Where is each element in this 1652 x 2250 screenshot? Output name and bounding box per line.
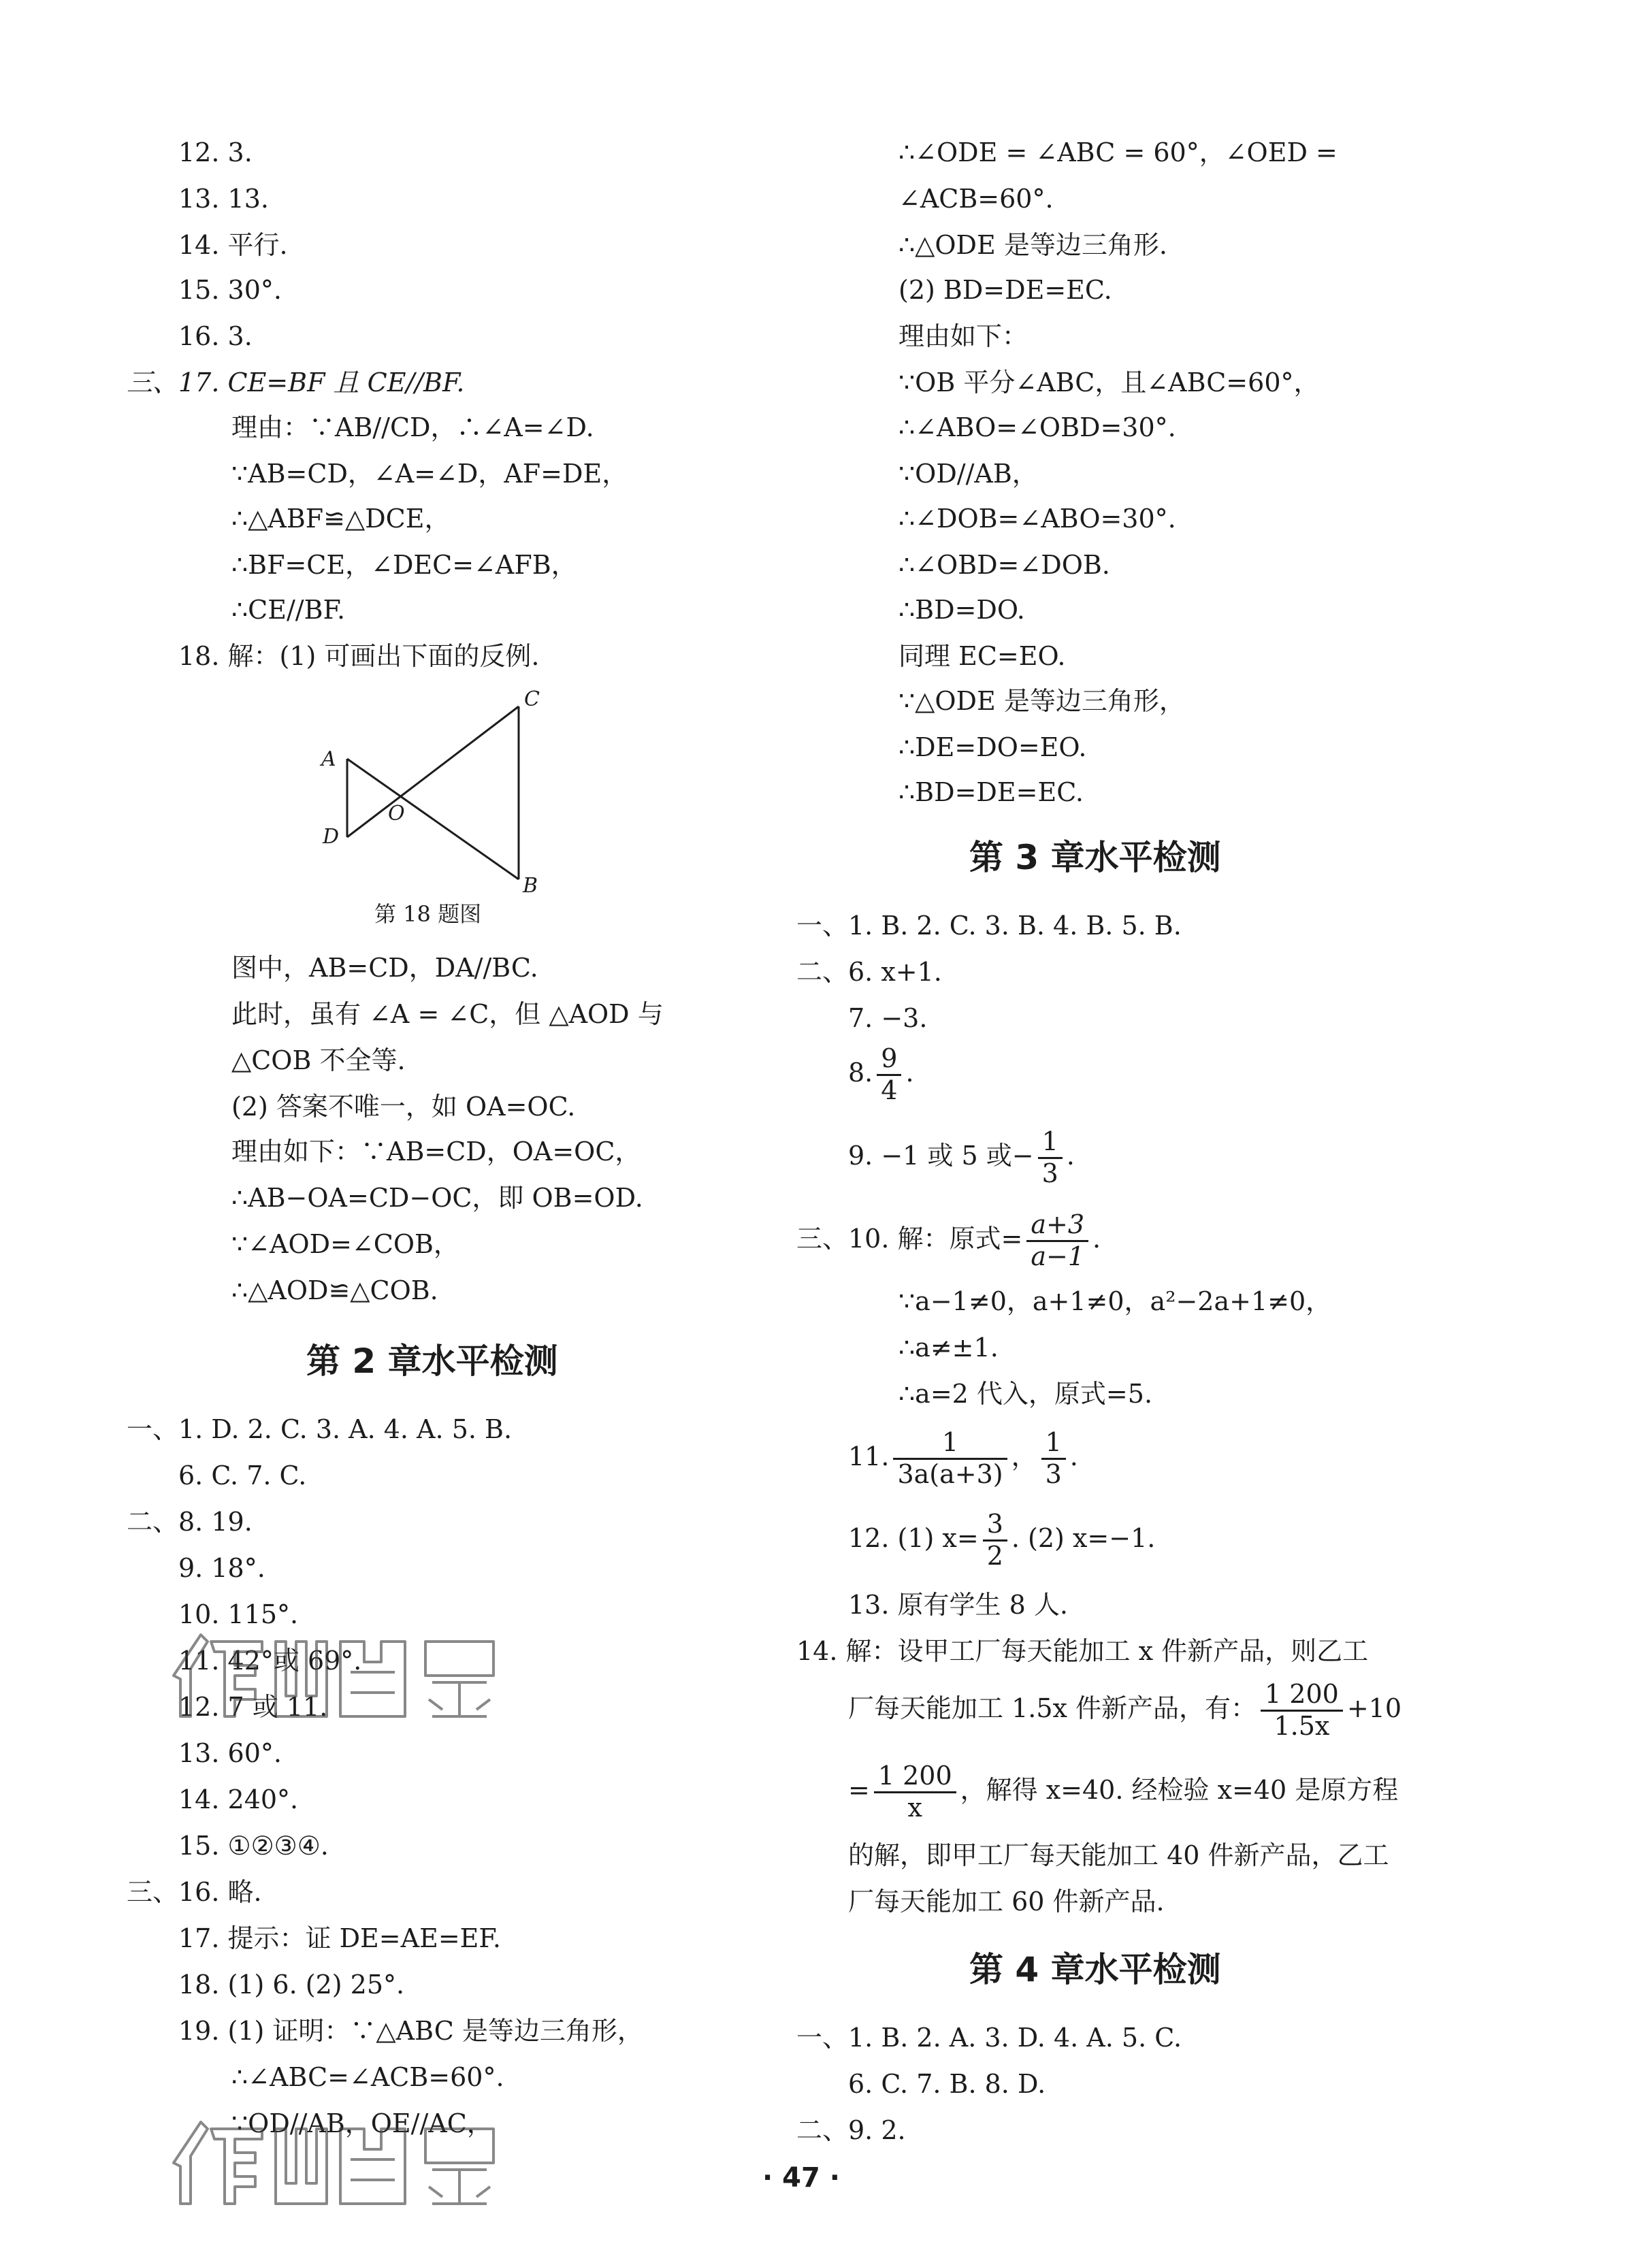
denominator: a−1 — [1031, 1241, 1085, 1271]
answer-line: 18. 解：(1) 可画出下面的反例. — [178, 641, 540, 671]
fig-label-d: D — [323, 825, 340, 849]
answer-line: ∴△ABF≌△DCE， — [231, 504, 451, 534]
watermark — [160, 1614, 541, 1730]
answer-line: 二、6. x+1. — [796, 957, 942, 987]
line-prefix: 三、10. 解：原式= — [796, 1223, 1023, 1254]
fraction — [874, 1763, 956, 1822]
answer-line: △COB 不全等. — [231, 1045, 406, 1075]
answer-line: 12. 7 或 11. — [178, 1692, 328, 1722]
fraction — [1038, 1128, 1063, 1188]
fraction — [1026, 1211, 1088, 1271]
answer-line: 理由如下：∵AB=CD，OA=OC， — [231, 1137, 641, 1167]
fraction — [983, 1511, 1007, 1570]
line-suffix: +10 — [1346, 1693, 1402, 1723]
answer-line: 二、9. 2. — [796, 2115, 906, 2145]
answer-line: 此时，虽有 ∠A = ∠C，但 △AOD 与 — [231, 999, 664, 1029]
answer-line: ∴BD=DO. — [898, 595, 1025, 625]
answer-line: ∴∠ABC=∠ACB=60°. — [231, 2062, 504, 2092]
numerator: 3 — [983, 1511, 1007, 1542]
answer-line-fraction — [848, 1128, 1075, 1188]
denominator: 3 — [1045, 1458, 1062, 1489]
answer-line: 一、1. D. 2. C. 3. A. 4. A. 5. B. — [127, 1414, 513, 1444]
answer-line: 一、1. B. 2. C. 3. B. 4. B. 5. B. — [796, 911, 1182, 941]
answer-line: 10. 115°. — [178, 1599, 299, 1629]
fraction — [893, 1429, 1007, 1488]
segment-dc — [347, 706, 519, 837]
answer-line-fraction — [848, 1045, 914, 1105]
answer-line: 7. −3. — [848, 1003, 928, 1033]
answer-line: ∵∠AOD=∠COB， — [231, 1229, 459, 1259]
answer-line: 的解，即甲工厂每天能加工 40 件新产品，乙工 — [848, 1840, 1389, 1870]
numerator: 9 — [877, 1045, 901, 1076]
denominator: 3 — [1041, 1158, 1058, 1188]
chapter-4-heading: 第 4 章水平检测 — [969, 1950, 1221, 1989]
answer-line: ∵OD//AB，OE//AC， — [231, 2108, 493, 2138]
answer-line: ∵△ODE 是等边三角形， — [898, 686, 1185, 716]
line-suffix: . — [1069, 1441, 1078, 1471]
answer-line: 同理 EC=EO. — [898, 641, 1066, 671]
chapter-2-heading: 第 2 章水平检测 — [306, 1341, 558, 1381]
line-prefix: 8. — [848, 1057, 873, 1088]
answer-line-fraction — [796, 1211, 1101, 1271]
answer-line: ∴△ODE 是等边三角形. — [898, 230, 1167, 260]
numerator: 1 — [1041, 1429, 1066, 1460]
fraction — [1261, 1681, 1343, 1740]
answer-line-fraction — [848, 1681, 1402, 1740]
line-suffix: . (2) x=−1. — [1011, 1522, 1156, 1553]
numerator: 1 — [893, 1429, 1007, 1460]
answer-line: ∴DE=DO=EO. — [898, 732, 1087, 762]
answer-line: 图中，AB=CD，DA//BC. — [231, 953, 538, 983]
answer-line-fraction — [848, 1511, 1155, 1570]
answer-line: 15. ①②③④. — [178, 1831, 329, 1861]
answer-line: 15. 30°. — [178, 275, 282, 305]
fraction — [877, 1045, 901, 1105]
answer-line: 14. 平行. — [178, 230, 288, 260]
answer-line: 12. 3. — [178, 137, 253, 167]
answer-line: ∴CE//BF. — [231, 595, 346, 625]
answer-line: ∴∠ODE = ∠ABC = 60°，∠OED = — [898, 137, 1338, 167]
answer-line: ∴∠DOB=∠ABO=30°. — [898, 504, 1176, 534]
answer-line: 6. C. 7. C. — [178, 1461, 307, 1490]
denominator: 2 — [986, 1540, 1003, 1571]
fig-label-c: C — [524, 687, 540, 711]
line-prefix: 厂每天能加工 1.5x 件新产品，有： — [848, 1693, 1257, 1723]
answer-line: 二、8. 19. — [127, 1507, 253, 1537]
figure-caption: 第 18 题图 — [374, 901, 482, 927]
answer-line: ∴BF=CE，∠DEC=∠AFB， — [231, 550, 577, 580]
segment-ab — [347, 759, 519, 879]
answer-line: ∴AB−OA=CD−OC，即 OB=OD. — [231, 1183, 643, 1213]
fig-label-b: B — [523, 874, 538, 898]
line-suffix: . — [905, 1057, 914, 1088]
fig-label-o: O — [388, 802, 405, 826]
answer-line: ∵OB 平分∠ABC，且∠ABC=60°， — [898, 368, 1320, 397]
answer-line: 13. 13. — [178, 184, 269, 214]
line-prefix: 12. (1) x= — [848, 1522, 979, 1553]
line-prefix: 11. — [848, 1441, 890, 1471]
answer-line: ∴∠ABO=∠OBD=30°. — [898, 412, 1176, 442]
denominator: 3a(a+3) — [897, 1458, 1003, 1489]
numerator: a+3 — [1026, 1211, 1088, 1242]
answer-line-fraction — [848, 1763, 1398, 1822]
answer-line: ∵a−1≠0，a+1≠0，a²−2a+1≠0， — [898, 1286, 1332, 1316]
denominator: 4 — [881, 1075, 898, 1105]
answer-line: 14. 240°. — [178, 1784, 299, 1814]
answer-line: (2) 答案不唯一，如 OA=OC. — [231, 1092, 576, 1122]
answer-line: 理由如下： — [898, 321, 1029, 351]
answer-line: 理由：∵AB//CD，∴∠A=∠D. — [231, 412, 594, 442]
answer-line: ∴△AOD≌△COB. — [231, 1275, 438, 1305]
chapter-3-heading: 第 3 章水平检测 — [969, 838, 1221, 877]
line-separator: ， — [1011, 1441, 1037, 1471]
answer-line: ∵OD//AB， — [898, 459, 1038, 489]
answer-line: 11. 42°或 69°. — [178, 1646, 362, 1676]
line-prefix: = — [848, 1774, 870, 1805]
numerator: 1 200 — [874, 1763, 956, 1793]
answer-line: (2) BD=DE=EC. — [898, 275, 1112, 305]
denominator: x — [907, 1792, 922, 1823]
fraction — [1041, 1429, 1066, 1488]
answer-line: 三、16. 略. — [127, 1877, 262, 1907]
answer-line: 三、17. CE=BF 且 CE//BF. — [127, 368, 465, 397]
watermark — [160, 2102, 541, 2217]
denominator: 1.5x — [1274, 1710, 1330, 1741]
answer-line: 9. 18°. — [178, 1553, 265, 1583]
answer-line: 19. (1) 证明：∵△ABC 是等边三角形， — [178, 2016, 643, 2046]
fig-label-a: A — [321, 747, 336, 771]
answer-line: ∴BD=DE=EC. — [898, 777, 1084, 807]
answer-line: 17. 提示：证 DE=AE=EF. — [178, 1923, 501, 1953]
numerator: 1 200 — [1261, 1681, 1343, 1712]
answer-line: 6. C. 7. B. 8. D. — [848, 2069, 1046, 2099]
answer-line: 14. 解：设甲工厂每天能加工 x 件新产品，则乙工 — [796, 1636, 1369, 1666]
answer-line: 一、1. B. 2. A. 3. D. 4. A. 5. C. — [796, 2023, 1182, 2053]
page-number: · 47 · — [762, 2162, 840, 2194]
answer-line: ∴a=2 代入，原式=5. — [898, 1379, 1153, 1409]
answer-line: 16. 3. — [178, 321, 253, 351]
answer-line: ∵AB=CD，∠A=∠D，AF=DE， — [231, 459, 628, 489]
line-prefix: 9. −1 或 5 或− — [848, 1140, 1034, 1171]
answer-line: ∴a≠±1. — [898, 1333, 999, 1363]
answer-line: 18. (1) 6. (2) 25°. — [178, 1970, 405, 2000]
answer-line: ∠ACB=60°. — [898, 184, 1054, 214]
line-suffix: . — [1066, 1140, 1075, 1171]
answer-line: 厂每天能加工 60 件新产品. — [848, 1887, 1165, 1917]
numerator: 1 — [1038, 1128, 1063, 1159]
figure-18-diagram — [320, 681, 565, 892]
answer-line: 13. 60°. — [178, 1738, 282, 1768]
line-suffix: ，解得 x=40. 经检验 x=40 是原方程 — [960, 1774, 1399, 1805]
answer-line: ∴∠OBD=∠DOB. — [898, 550, 1110, 580]
answer-line-fraction — [848, 1429, 1078, 1488]
answer-line: 13. 原有学生 8 人. — [848, 1590, 1068, 1620]
line-suffix: . — [1092, 1223, 1101, 1254]
